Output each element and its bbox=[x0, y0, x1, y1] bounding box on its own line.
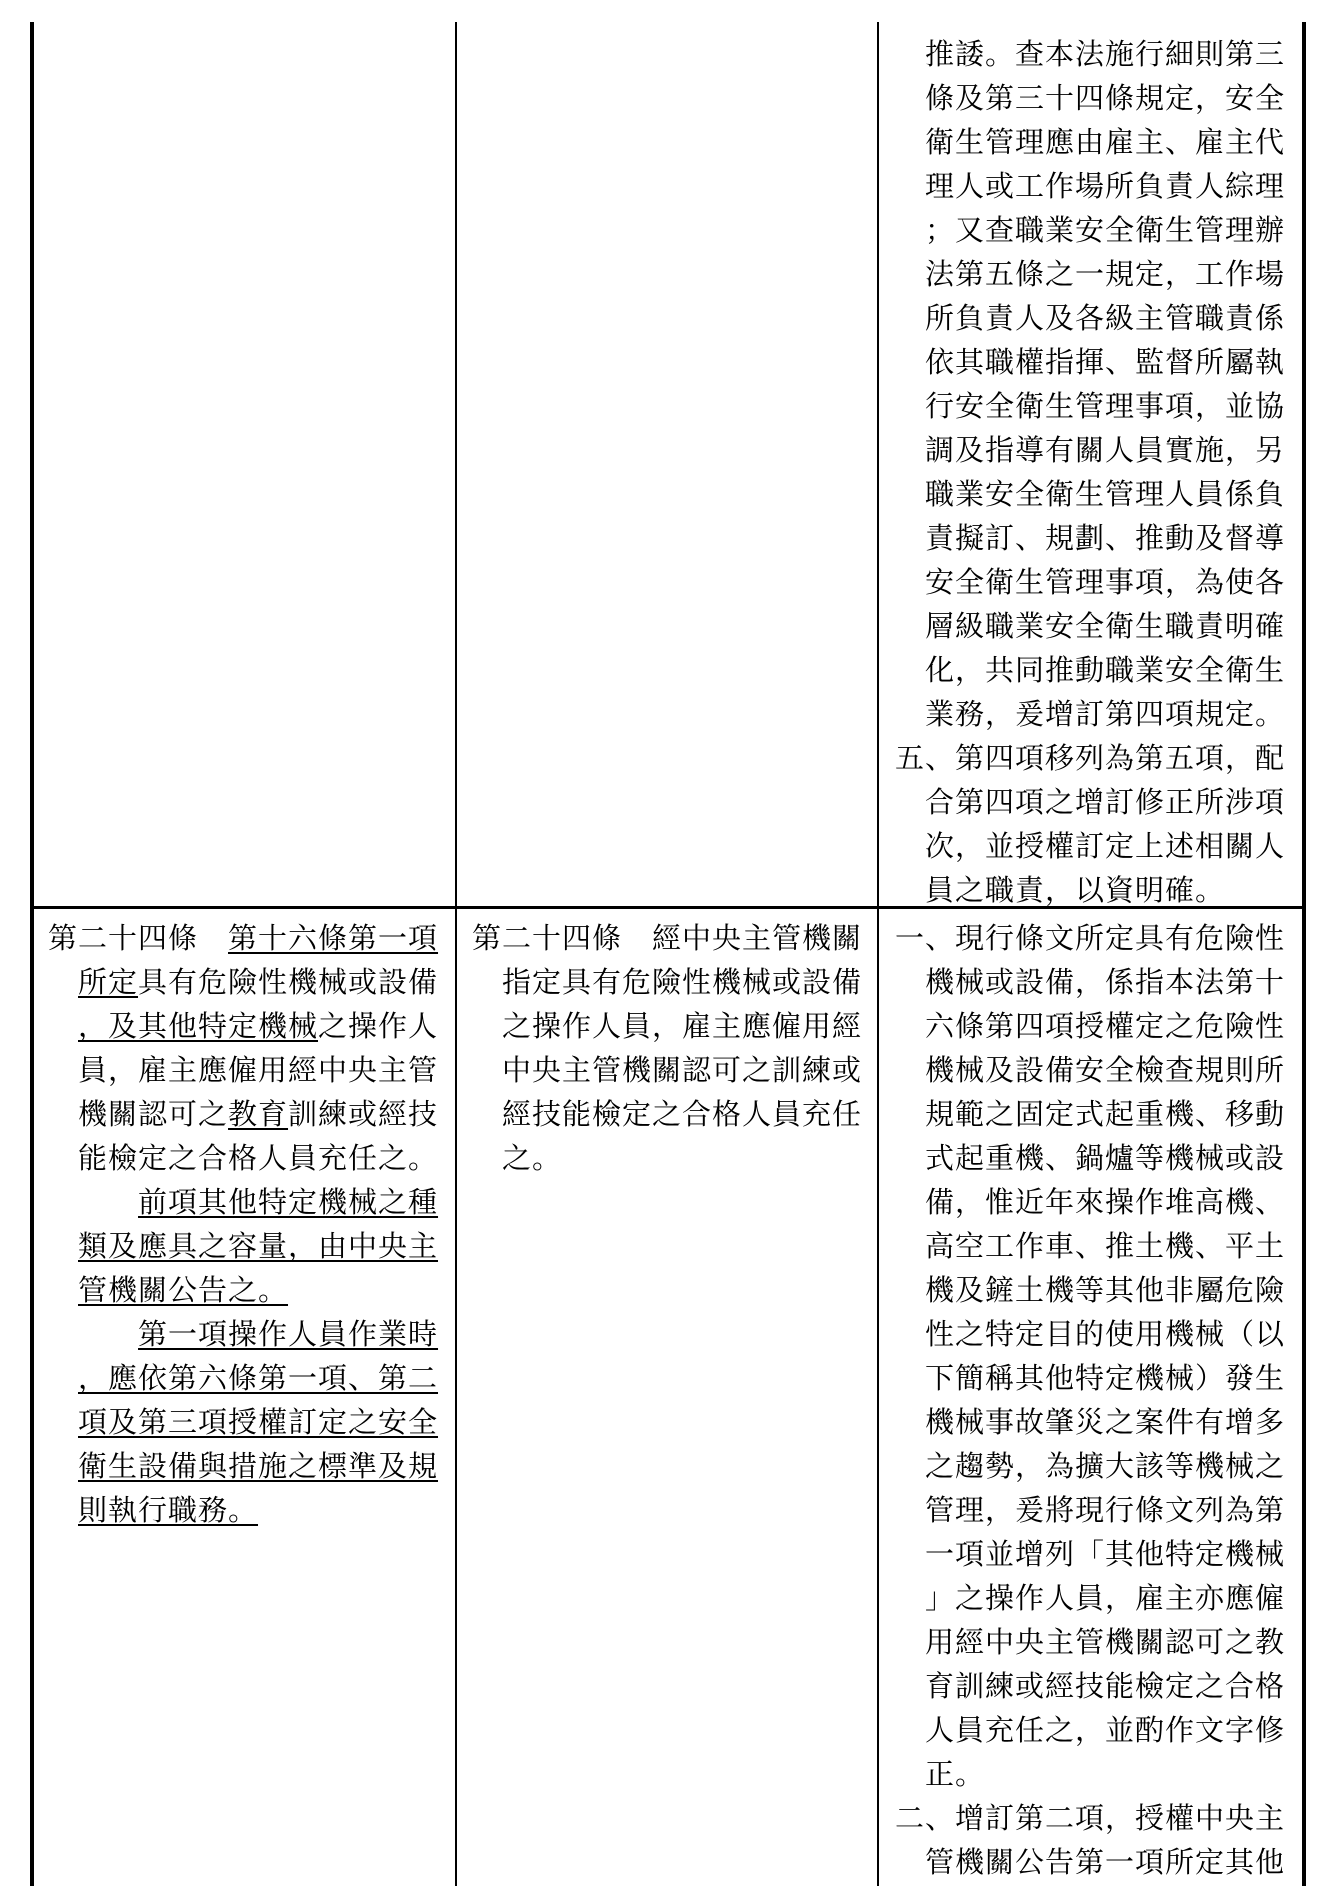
text-line: 一、現行條文所定具有危險性 bbox=[895, 921, 1286, 955]
text-line bbox=[48, 1312, 448, 1356]
text-segment: 員，雇主應僱用經中央主管 bbox=[78, 1053, 439, 1087]
text-line bbox=[48, 1004, 448, 1048]
text-line: 高空工作車、推土機、平土 bbox=[925, 1229, 1286, 1263]
amended-text: 第一項操作人員作業時 bbox=[138, 1317, 439, 1351]
text-line: 性之特定目的使用機械（以 bbox=[925, 1317, 1286, 1351]
current-article-24 bbox=[472, 916, 872, 1180]
text-line: 行安全衛生管理事項，並協 bbox=[925, 389, 1286, 423]
table-border-right bbox=[1302, 22, 1306, 1886]
text-line: 管機關公告第一項所定其他 bbox=[925, 1845, 1286, 1879]
text-line: 用經中央主管機關認可之教 bbox=[925, 1625, 1286, 1659]
text-line: 層級職業安全衛生職責明確 bbox=[925, 609, 1286, 643]
text-line: 調及指導有關人員實施，另 bbox=[925, 433, 1286, 467]
text-line bbox=[48, 1048, 448, 1092]
text-segment: 第二十四條 bbox=[48, 921, 229, 955]
text-line bbox=[48, 960, 448, 1004]
table-border-col1 bbox=[455, 22, 457, 1886]
text-line: 安全衛生管理事項，為使各 bbox=[925, 565, 1286, 599]
amended-text: 前項其他特定機械之種 bbox=[138, 1185, 439, 1219]
text-segment: 能檢定之合格人員充任之。 bbox=[78, 1141, 439, 1175]
text-line: 機械及設備安全檢查規則所 bbox=[925, 1053, 1286, 1087]
text-line: 理人或工作場所負責人綜理 bbox=[925, 169, 1286, 203]
text-line: 所負責人及各級主管職責係 bbox=[925, 301, 1286, 335]
text-line: 人員充任之，並酌作文字修 bbox=[925, 1713, 1286, 1747]
text-line: 之。 bbox=[502, 1141, 563, 1175]
amended-text: 管機關公告之。 bbox=[78, 1273, 289, 1307]
text-line: 一項並增列「其他特定機械 bbox=[925, 1537, 1286, 1571]
text-segment: 之操作人 bbox=[318, 1009, 439, 1043]
text-line: 中央主管機關認可之訓練或 bbox=[502, 1053, 863, 1087]
text-line: 業務，爰增訂第四項規定。 bbox=[925, 697, 1286, 731]
text-line: 法第五條之一規定，工作場 bbox=[925, 257, 1286, 291]
text-line: 第二十四條 經中央主管機關 bbox=[472, 921, 863, 955]
text-line: 下簡稱其他特定機械）發生 bbox=[925, 1361, 1286, 1395]
text-line: 五、第四項移列為第五項，配 bbox=[895, 741, 1286, 775]
text-line: 指定具有危險性機械或設備 bbox=[502, 965, 863, 999]
text-segment: 訓練或經技 bbox=[288, 1097, 439, 1131]
text-line bbox=[48, 1488, 448, 1532]
text-line: 合第四項之增訂修正所涉項 bbox=[925, 785, 1286, 819]
text-line: 化，共同推動職業安全衛生 bbox=[925, 653, 1286, 687]
text-line: 次，並授權訂定上述相關人 bbox=[925, 829, 1286, 863]
text-line bbox=[48, 1180, 448, 1224]
text-line: 職業安全衛生管理人員係負 bbox=[925, 477, 1286, 511]
text-line: 機及鏟土機等其他非屬危險 bbox=[925, 1273, 1286, 1307]
amended-text: ，應依第六條第一項、第二 bbox=[78, 1361, 439, 1395]
text-line: 責擬訂、規劃、推動及督導 bbox=[925, 521, 1286, 555]
text-line: 二、增訂第二項，授權中央主 bbox=[895, 1801, 1286, 1835]
text-line: 機械或設備，係指本法第十 bbox=[925, 965, 1286, 999]
text-line: 經技能檢定之合格人員充任 bbox=[502, 1097, 863, 1131]
amended-text: 類及應具之容量，由中央主 bbox=[78, 1229, 439, 1263]
amended-text: 則執行職務。 bbox=[78, 1493, 259, 1527]
text-line: ；又查職業安全衛生管理辦 bbox=[925, 213, 1286, 247]
amended-text: 第十六條第一項 bbox=[228, 921, 439, 955]
text-segment bbox=[78, 1185, 138, 1219]
text-line bbox=[48, 1400, 448, 1444]
text-line: 推諉。查本法施行細則第三 bbox=[925, 37, 1286, 71]
top-row-explanation bbox=[895, 32, 1295, 912]
text-line bbox=[48, 1092, 448, 1136]
text-line: 六條第四項授權定之危險性 bbox=[925, 1009, 1286, 1043]
text-line: 依其職權指揮、監督所屬執 bbox=[925, 345, 1286, 379]
text-line: 式起重機、鍋爐等機械或設 bbox=[925, 1141, 1286, 1175]
text-line bbox=[48, 1268, 448, 1312]
table-border-left bbox=[30, 22, 34, 1886]
text-line: 規範之固定式起重機、移動 bbox=[925, 1097, 1286, 1131]
text-segment bbox=[78, 1317, 138, 1351]
text-line: 條及第三十四條規定，安全 bbox=[925, 81, 1286, 115]
text-line: 衛生管理應由雇主、雇主代 bbox=[925, 125, 1286, 159]
text-line bbox=[48, 1356, 448, 1400]
text-line: 育訓練或經技能檢定之合格 bbox=[925, 1669, 1286, 1703]
text-segment: 機關認可之 bbox=[78, 1097, 229, 1131]
text-segment: 具有危險性機械或設備 bbox=[138, 965, 439, 999]
text-line bbox=[48, 1444, 448, 1488]
text-line: 備，惟近年來操作堆高機、 bbox=[925, 1185, 1286, 1219]
table-border-col2 bbox=[877, 22, 879, 1886]
text-line bbox=[48, 1224, 448, 1268]
amended-article-24 bbox=[48, 916, 448, 1532]
amended-text: 項及第三項授權訂定之安全 bbox=[78, 1405, 439, 1439]
amended-text: 教育 bbox=[228, 1097, 289, 1131]
text-line: 之趨勢，為擴大該等機械之 bbox=[925, 1449, 1286, 1483]
text-line bbox=[48, 1136, 448, 1180]
bottom-row-explanation bbox=[895, 916, 1295, 1884]
amended-text: ，及其他特定機械 bbox=[78, 1009, 319, 1043]
amended-text: 衛生設備與措施之標準及規 bbox=[78, 1449, 439, 1483]
text-line: 」之操作人員，雇主亦應僱 bbox=[925, 1581, 1286, 1615]
text-line bbox=[48, 916, 448, 960]
text-line: 管理，爰將現行條文列為第 bbox=[925, 1493, 1286, 1527]
amended-text: 所定 bbox=[78, 965, 139, 999]
text-line: 機械事故肇災之案件有增多 bbox=[925, 1405, 1286, 1439]
text-line: 之操作人員，雇主應僱用經 bbox=[502, 1009, 863, 1043]
text-line: 員之職責，以資明確。 bbox=[925, 873, 1226, 907]
text-line: 正。 bbox=[925, 1757, 986, 1791]
